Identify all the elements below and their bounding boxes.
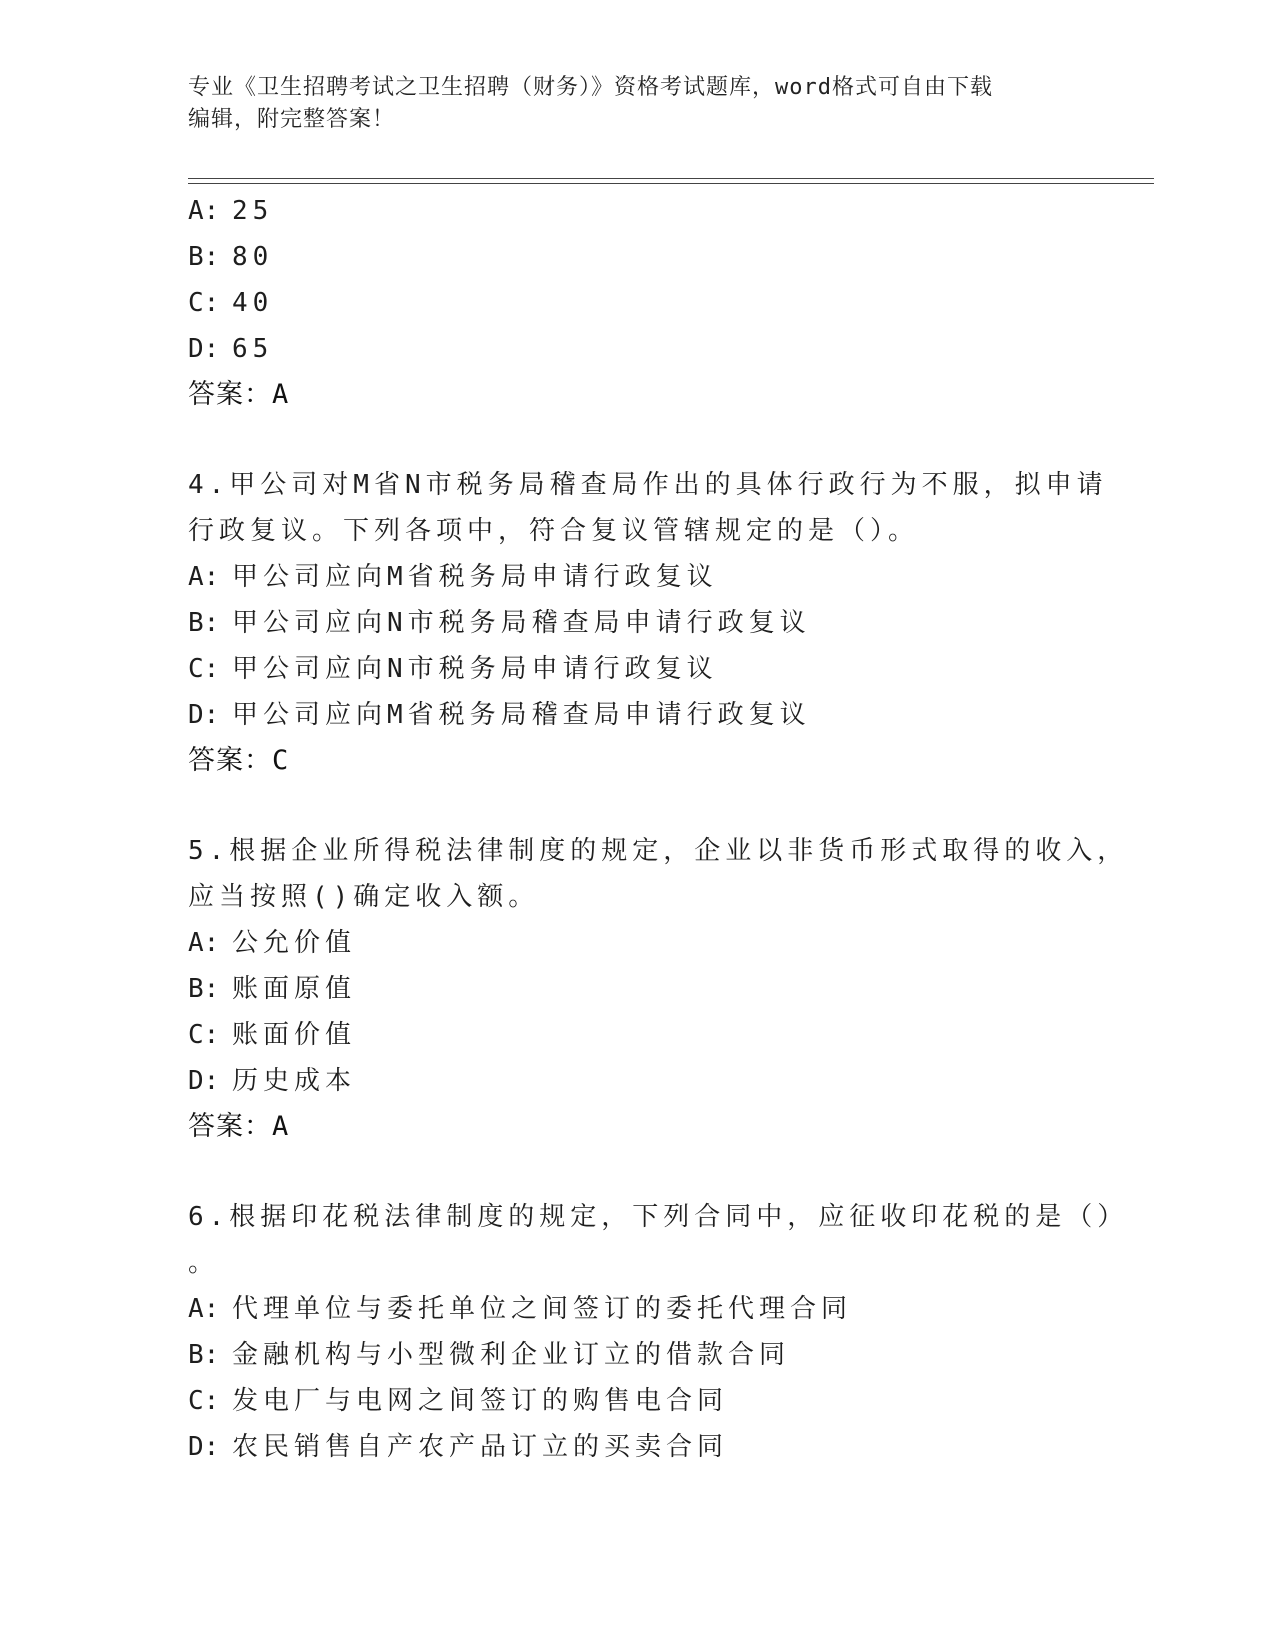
answer-label: 答案： bbox=[188, 745, 272, 776]
answer-line bbox=[188, 1104, 1088, 1150]
option-d bbox=[188, 1424, 1088, 1470]
option-key: C: bbox=[188, 288, 220, 318]
question-stem: 行政复议。下列各项中，符合复议管辖规定的是（）。 bbox=[188, 516, 920, 546]
option-a bbox=[188, 188, 1088, 234]
option-text: 甲公司应向N市税务局稽查局申请行政复议 bbox=[232, 608, 811, 638]
option-key: B: bbox=[188, 1340, 220, 1370]
option-text: 代理单位与委托单位之间签订的委托代理合同 bbox=[232, 1294, 853, 1324]
option-text: 农民销售自产农产品订立的买卖合同 bbox=[232, 1432, 729, 1462]
option-c bbox=[188, 280, 1088, 326]
spacer bbox=[188, 1150, 1088, 1194]
option-a bbox=[188, 920, 1088, 966]
question-stem: 。 bbox=[188, 1248, 220, 1278]
option-d bbox=[188, 326, 1088, 372]
option-key: A: bbox=[188, 196, 220, 226]
option-b bbox=[188, 234, 1088, 280]
header-line-2: 编辑，附完整答案！ bbox=[188, 107, 396, 132]
option-text: 80 bbox=[232, 242, 274, 272]
question-stem: 4.甲公司对M省N市税务局稽查局作出的具体行政行为不服，拟申请 bbox=[188, 470, 1108, 500]
option-b bbox=[188, 1332, 1088, 1378]
option-text: 账面原值 bbox=[232, 974, 357, 1004]
option-d bbox=[188, 692, 1088, 738]
header-divider bbox=[188, 178, 1154, 184]
option-key: A: bbox=[188, 1294, 220, 1324]
question-5 bbox=[188, 828, 1129, 1150]
option-a bbox=[188, 554, 1088, 600]
spacer bbox=[188, 418, 1088, 462]
option-key: D: bbox=[188, 1066, 220, 1096]
option-text: 公允价值 bbox=[232, 928, 357, 958]
option-key: B: bbox=[188, 974, 220, 1004]
answer-label: 答案： bbox=[188, 379, 272, 410]
answer-value: A bbox=[272, 1111, 290, 1142]
option-key: A: bbox=[188, 562, 220, 592]
option-key: A: bbox=[188, 928, 220, 958]
option-b bbox=[188, 966, 1088, 1012]
option-text: 25 bbox=[232, 196, 274, 226]
option-a bbox=[188, 1286, 1088, 1332]
option-key: D: bbox=[188, 700, 220, 730]
option-c bbox=[188, 1012, 1088, 1058]
answer-value: A bbox=[272, 379, 290, 410]
option-key: D: bbox=[188, 334, 220, 364]
option-key: C: bbox=[188, 1386, 220, 1416]
answer-value: C bbox=[272, 745, 290, 776]
option-key: C: bbox=[188, 1020, 220, 1050]
question-4 bbox=[188, 462, 1108, 784]
answer-label: 答案： bbox=[188, 1111, 272, 1142]
spacer bbox=[188, 784, 1088, 828]
option-text: 账面价值 bbox=[232, 1020, 357, 1050]
option-key: B: bbox=[188, 608, 220, 638]
page-header bbox=[188, 72, 1088, 136]
option-d bbox=[188, 1058, 1088, 1104]
option-key: C: bbox=[188, 654, 220, 684]
header-line-1: 专业《卫生招聘考试之卫生招聘（财务）》资格考试题库，word格式可自由下载 bbox=[188, 75, 993, 100]
answer-line bbox=[188, 372, 1088, 418]
option-b bbox=[188, 600, 1088, 646]
option-text: 历史成本 bbox=[232, 1066, 357, 1096]
option-text: 发电厂与电网之间签订的购售电合同 bbox=[232, 1386, 729, 1416]
option-key: D: bbox=[188, 1432, 220, 1462]
option-text: 甲公司应向N市税务局申请行政复议 bbox=[232, 654, 718, 684]
question-stem: 6.根据印花税法律制度的规定，下列合同中，应征收印花税的是（） bbox=[188, 1202, 1129, 1232]
question-list bbox=[188, 188, 1129, 1470]
option-text: 金融机构与小型微利企业订立的借款合同 bbox=[232, 1340, 791, 1370]
option-text: 65 bbox=[232, 334, 274, 364]
option-text: 40 bbox=[232, 288, 274, 318]
question-6 bbox=[188, 1194, 1129, 1470]
option-text: 甲公司应向M省税务局申请行政复议 bbox=[232, 562, 718, 592]
question-3 bbox=[188, 188, 1088, 418]
question-stem: 应当按照()确定收入额。 bbox=[188, 882, 540, 912]
option-c bbox=[188, 646, 1088, 692]
option-text: 甲公司应向M省税务局稽查局申请行政复议 bbox=[232, 700, 811, 730]
answer-line bbox=[188, 738, 1088, 784]
option-c bbox=[188, 1378, 1088, 1424]
question-stem: 5.根据企业所得税法律制度的规定，企业以非货币形式取得的收入， bbox=[188, 836, 1129, 866]
option-key: B: bbox=[188, 242, 220, 272]
